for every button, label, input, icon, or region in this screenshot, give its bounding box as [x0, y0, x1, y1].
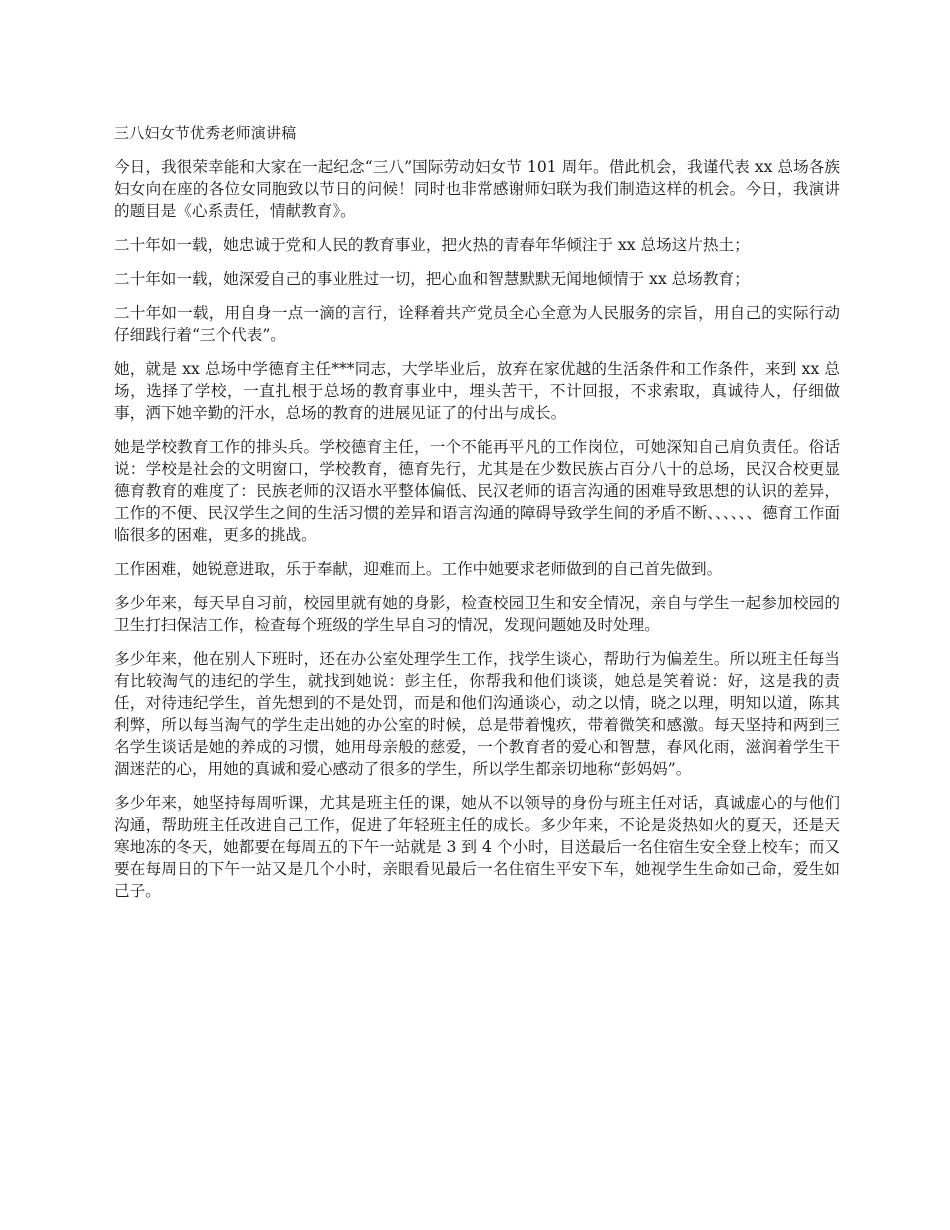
document-page [114, 122, 840, 914]
paragraph-3: 二十年如一载，她深爱自己的事业胜过一切，把心血和智慧默默无闻地倾情于 xx 总场教育； [114, 270, 750, 288]
document-title: 三八妇女节优秀老师演讲稿 [114, 124, 297, 142]
paragraph-4: 二十年如一载，用自身一点一滴的言行，诠释着共产党员全心全意为人民服务的宗旨，用自己的实际行动仔细践行着“三个代表”。 [114, 304, 840, 344]
paragraph-5: 她，就是 xx 总场中学德育主任***同志，大学毕业后，放弃在家优越的生活条件和工作条件，来到 xx 总场，选择了学校，一直扎根于总场的教育事业中，埋头苦干，不计回报，不求索取，真诚待人，仔细做事，洒下她辛勤的汗水，总场的教育的进展见证了的付出与成长。 [114, 360, 840, 422]
paragraph-10: 多少年来，她坚持每周听课，尤其是班主任的课，她从不以领导的身份与班主任对话，真诚虚心的与他们沟通，帮助班主任改进自己工作，促进了年轻班主任的成长。多少年来，不论是炎热如火的夏天，还是天寒地冻的冬天，她都要在每周五的下午一站就是 3 到 4 个小时，目送最后一名住宿生安全登上校车；而又要在每周日的下午一站又是几个小时，亲眼看见最后一名住宿生平安下车，她视学生生命如己命，爱生如己子。 [114, 794, 840, 900]
paragraph-7: 工作困难，她锐意进取，乐于奉献，迎难而上。工作中她要求老师做到的自己首先做到。 [114, 560, 723, 578]
paragraph-9: 多少年来，他在别人下班时，还在办公室处理学生工作，找学生谈心，帮助行为偏差生。所以班主任每当有比较淘气的违纪的学生，就找到她说：彭主任，你帮我和他们谈谈，她总是笑着说：好，这是我的责任，对待违纪学生，首先想到的不是处罚，而是和他们沟通谈心，动之以情，晓之以理，明知以道，陈其利弊，所以每当淘气的学生走出她的办公室的时候，总是带着愧疚，带着微笑和感激。每天坚持和两到三名学生谈话是她的养成的习惯，她用母亲般的慈爱，一个教育者的爱心和智慧，春风化雨，滋润着学生干涸迷茫的心，用她的真诚和爱心感动了很多的学生，所以学生都亲切地称“彭妈妈”。 [114, 650, 840, 778]
paragraph-8: 多少年来，每天早自习前，校园里就有她的身影，检查校园卫生和安全情况，亲自与学生一起参加校园的卫生打扫保洁工作，检查每个班级的学生早自习的情况，发现问题她及时处理。 [114, 594, 840, 634]
paragraph-1: 今日，我很荣幸能和大家在一起纪念“三八”国际劳动妇女节 101 周年。借此机会，我谨代表 xx 总场各族妇女向在座的各位女同胞致以节日的问候！同时也非常感谢师妇联为我们制造这样的机会。今日，我演讲的题目是《心系责任，情献教育》。 [114, 158, 840, 220]
paragraph-2: 二十年如一载，她忠诚于党和人民的教育事业，把火热的青春年华倾注于 xx 总场这片热土； [114, 236, 750, 254]
paragraph-6: 她是学校教育工作的排头兵。学校德育主任，一个不能再平凡的工作岗位，可她深知自己肩负责任。俗话说：学校是社会的文明窗口，学校教育，德育先行，尤其是在少数民族占百分八十的总场，民汉合校更显德育教育的难度了：民族老师的汉语水平整体偏低、民汉老师的语言沟通的困难导致思想的认识的差异，工作的不便、民汉学生之间的生活习惯的差异和语言沟通的障碍导致学生间的矛盾不断、、、、、、德育工作面临很多的困难，更多的挑战。 [114, 438, 840, 544]
